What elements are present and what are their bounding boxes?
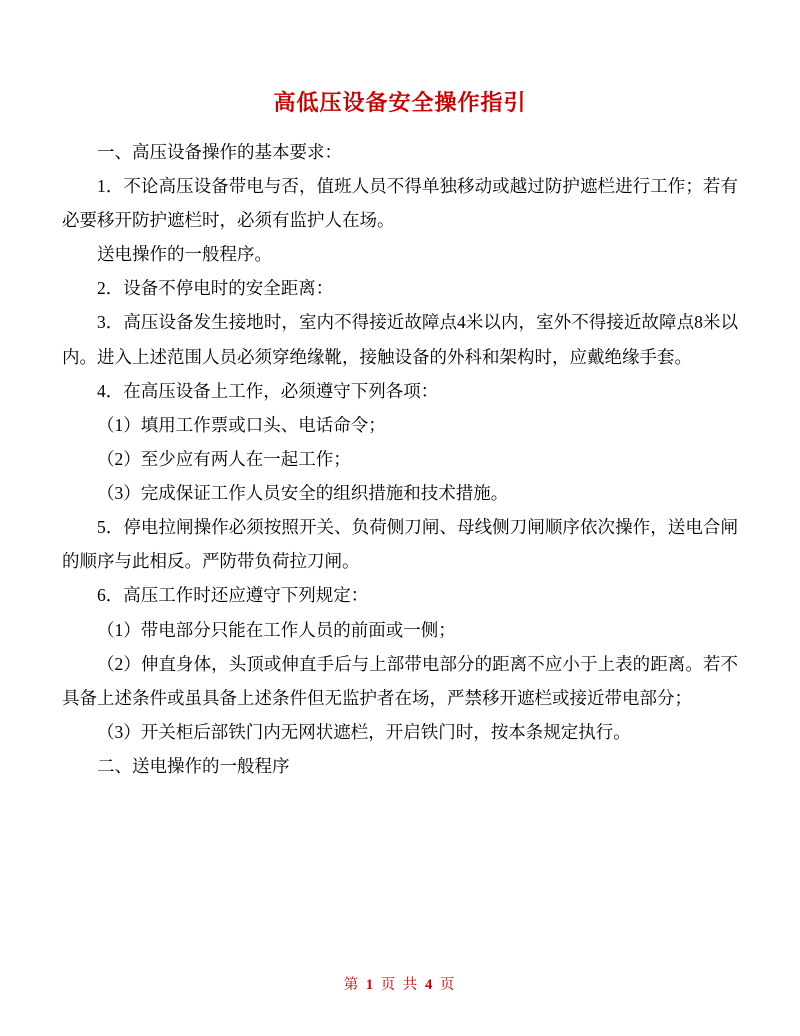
page-footer <box>0 973 800 994</box>
paragraph-7: （1）填用工作票或口头、电话命令； <box>97 414 386 435</box>
paragraph-5: 3．高压设备发生接地时，室内不得接近故障点4米以内，室外不得接近故障点8米以内。进入上述范围人员必须穿绝缘靴，接触设备的外科和架构时，应戴绝缘手套。 <box>62 312 738 367</box>
paragraph-3: 送电操作的一般程序。 <box>97 244 272 265</box>
paragraph-14: （3）开关柜后部铁门内无网状遮栏，开启铁门时，按本条规定执行。 <box>97 721 631 742</box>
paragraph-11: 6．高压工作时还应遵守下列规定： <box>97 585 369 606</box>
paragraph-12: （1）带电部分只能在工作人员的前面或一侧； <box>97 619 456 640</box>
footer-total-pages: 4 <box>424 977 435 993</box>
footer-prefix: 第 <box>343 977 361 993</box>
paragraph-13: （2）伸直身体，头顶或伸直手后与上部带电部分的距离不应小于上表的距离。若不具备上述条件或虽具备上述条件但无监护者在场，严禁移开遮栏或接近带电部分； <box>62 653 738 708</box>
paragraph-10: 5．停电拉闸操作必须按照开关、负荷侧刀闸、母线侧刀闸顺序依次操作，送电合闸的顺序与此相反。严防带负荷拉刀闸。 <box>62 517 738 572</box>
paragraph-2: 1．不论高压设备带电与否，值班人员不得单独移动或越过防护遮栏进行工作；若有必要移开防护遮栏时，必须有监护人在场。 <box>62 175 738 231</box>
footer-current-page: 1 <box>365 977 376 993</box>
paragraph-6: 4．在高压设备上工作，必须遵守下列各项： <box>97 380 439 401</box>
footer-suffix: 页 <box>439 977 457 993</box>
paragraph-8: （2）至少应有两人在一起工作； <box>97 448 351 469</box>
footer-middle: 页 共 <box>380 977 420 993</box>
paragraph-9: （3）完成保证工作人员安全的组织措施和技术措施。 <box>97 483 509 504</box>
paragraph-15: 二、送电操作的一般程序 <box>97 756 290 777</box>
paragraph-4: 2．设备不停电时的安全距离： <box>97 278 334 299</box>
paragraph-1: 一、高压设备操作的基本要求： <box>97 141 342 162</box>
page-title: 高低压设备安全操作指引 <box>273 90 527 115</box>
